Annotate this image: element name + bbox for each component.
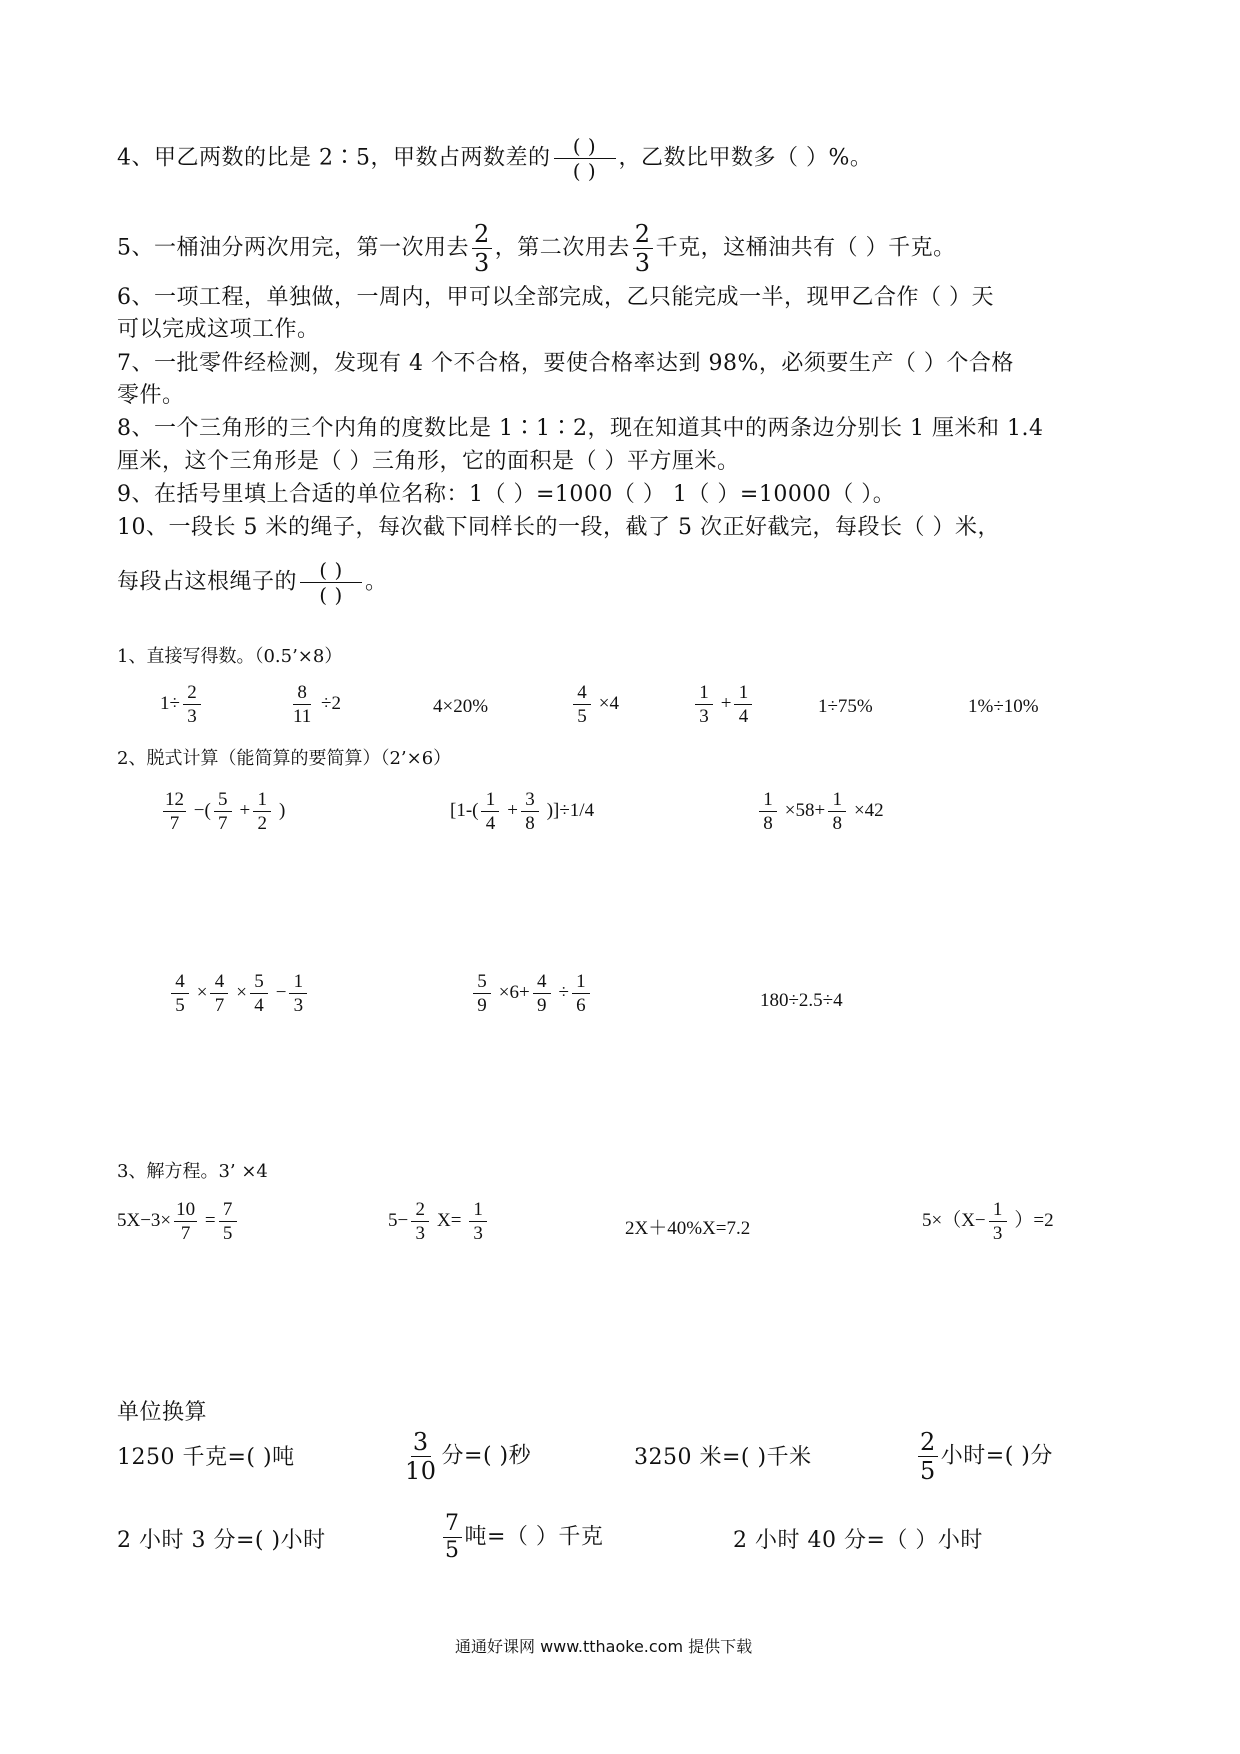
op: −( <box>189 799 211 821</box>
fraction <box>443 1513 462 1562</box>
q10-blank-fraction <box>300 560 362 605</box>
question-6-line-1: 6、一项工程，单独做，一周内，甲可以全部完成，乙只能完成一半，现甲乙合作（ ）天 <box>117 285 994 310</box>
units-row2-b <box>440 1513 603 1562</box>
s1-item-2 <box>288 683 341 726</box>
q5-text-1: 5、一桶油分两次用完，第一次用去 <box>117 235 469 261</box>
q10-text-before: 每段占这根绳子的 <box>117 569 298 595</box>
op: 5− <box>388 1209 409 1231</box>
frac-numerator: 1 <box>759 790 777 812</box>
frac-numerator: 4 <box>210 972 228 994</box>
fraction <box>411 1200 429 1243</box>
op: = <box>200 1209 216 1231</box>
frac-denominator: 11 <box>293 706 312 727</box>
frac-numerator: 4 <box>573 683 591 705</box>
frac-denominator: 9 <box>536 995 547 1016</box>
frac-denominator: 5 <box>920 1457 936 1485</box>
frac-numerator: 5 <box>214 790 232 812</box>
s2-expr-1 <box>160 790 285 833</box>
units-row1-d-text: 小时=( )分 <box>940 1443 1053 1469</box>
op: ×42 <box>849 799 884 821</box>
s3-equation-1 <box>117 1200 240 1243</box>
frac-numerator: 2 <box>474 220 490 248</box>
frac-numerator: 1 <box>469 1200 487 1222</box>
frac-denominator: 8 <box>525 813 535 834</box>
frac-denominator: 8 <box>832 813 842 834</box>
fraction <box>759 790 777 833</box>
frac-denominator: 3 <box>293 995 304 1016</box>
fraction <box>734 683 752 726</box>
frac-numerator: 1 <box>695 683 713 705</box>
frac-denominator: 10 <box>405 1457 437 1485</box>
fraction <box>469 1200 487 1243</box>
fraction <box>174 1200 197 1243</box>
s1-item-1 <box>160 683 204 726</box>
s1-item-4 <box>570 683 619 726</box>
frac-denominator: 8 <box>763 813 773 834</box>
op: ÷ <box>553 981 569 1003</box>
s1-item-1-pre: 1÷ <box>160 692 180 714</box>
frac-numerator: 4 <box>171 972 189 994</box>
units-title: 单位换算 <box>117 1400 208 1425</box>
s1-item-5 <box>692 683 755 726</box>
op: [1-( <box>450 799 479 821</box>
fraction <box>918 1430 938 1483</box>
frac-denominator: 5 <box>445 1538 460 1563</box>
units-row2-c: 2 小时 40 分=（ ）小时 <box>733 1528 983 1553</box>
frac-numerator: 1 <box>572 972 590 994</box>
frac-numerator: 1 <box>989 1200 1007 1222</box>
fraction <box>403 1430 439 1483</box>
frac-denominator: 3 <box>634 249 651 277</box>
frac-numerator: 2 <box>183 683 201 705</box>
s3-equation-3: 2X＋40%X=7.2 <box>625 1218 751 1239</box>
question-8-line-2: 厘米，这个三角形是（ ）三角形，它的面积是（ ）平方厘米。 <box>117 449 740 474</box>
fraction <box>219 1200 237 1243</box>
frac-denominator: 3 <box>473 1223 483 1244</box>
op: − <box>270 981 287 1003</box>
fraction <box>253 790 271 833</box>
s2-expr-5 <box>470 972 593 1015</box>
frac-numerator: 1 <box>481 790 499 812</box>
frac-denominator: 3 <box>992 1223 1003 1244</box>
frac-numerator: 3 <box>521 790 539 812</box>
fraction <box>573 683 591 726</box>
question-7-line-2: 零件。 <box>117 383 185 408</box>
q4-blank-fraction <box>554 136 616 181</box>
section-2-title: 2、脱式计算（能简算的要简算）（2’×6） <box>117 748 452 769</box>
frac-numerator: 3 <box>412 1428 429 1456</box>
op: + <box>234 799 251 821</box>
q10-text-after: 。 <box>365 569 388 595</box>
frac-numerator: 5 <box>250 972 268 994</box>
fraction <box>210 972 228 1015</box>
s1-item-4-post: ×4 <box>594 692 619 714</box>
question-4 <box>117 136 872 181</box>
frac-numerator: 4 <box>533 972 551 994</box>
fraction <box>214 790 232 833</box>
units-row1-a: 1250 千克=( )吨 <box>117 1445 295 1470</box>
fraction <box>289 972 307 1015</box>
units-row2-b-text: 吨=（ ）千克 <box>464 1524 604 1550</box>
frac-denominator: 4 <box>738 706 749 727</box>
op: + <box>502 799 518 821</box>
fraction <box>250 972 268 1015</box>
frac-denominator: 3 <box>187 706 197 727</box>
s2-expr-6: 180÷2.5÷4 <box>760 990 843 1011</box>
frac-denominator: 3 <box>474 249 490 277</box>
frac-numerator: 7 <box>219 1200 237 1222</box>
frac-denominator: 7 <box>169 813 180 834</box>
s3-equation-2 <box>388 1200 490 1243</box>
section-3-title: 3、解方程。3’ ×4 <box>117 1161 268 1182</box>
question-10-line-1: 10、一段长 5 米的绳子，每次截下同样长的一段，截了 5 次正好截完，每段长（ ）米， <box>117 515 1000 540</box>
fraction <box>473 972 491 1015</box>
question-6-line-2: 可以完成这项工作。 <box>117 317 320 342</box>
op: ×58+ <box>780 799 826 821</box>
frac-denominator: 4 <box>485 813 496 834</box>
frac-numerator: 1 <box>289 972 307 994</box>
frac-numerator: 8 <box>293 683 311 705</box>
fraction <box>695 683 713 726</box>
question-9: 9、在括号里填上合适的单位名称：1（ ）=1000（ ） 1（ ）=10000（ ）。 <box>117 482 896 507</box>
q5-text-2: ，第二次用去 <box>494 235 630 261</box>
fraction <box>481 790 499 833</box>
op: 5×（X− <box>922 1209 986 1231</box>
section-1-title: 1、直接写得数。（0.5’×8） <box>117 646 343 667</box>
frac-denominator: 3 <box>699 706 709 727</box>
frac-denominator: 5 <box>222 1223 233 1244</box>
frac-numerator: 2 <box>920 1428 936 1456</box>
q4-text-before: 4、甲乙两数的比是 2∶5，甲数占两数差的 <box>117 145 551 171</box>
question-10-line-2 <box>117 560 388 605</box>
units-row1-c: 3250 米=( )千米 <box>634 1445 812 1470</box>
frac-numerator: 10 <box>176 1199 196 1220</box>
units-row2-a: 2 小时 3 分=( )小时 <box>117 1528 326 1553</box>
op: 5X−3× <box>117 1209 172 1231</box>
units-row1-b <box>400 1430 531 1483</box>
frac-denominator: 5 <box>175 995 185 1016</box>
frac-numerator: 1 <box>253 790 271 812</box>
op: ×6+ <box>494 981 530 1003</box>
op: X= <box>432 1209 467 1231</box>
s1-item-6: 1÷75% <box>818 696 873 717</box>
frac-numerator: 5 <box>473 972 491 994</box>
q5-fraction-2 <box>633 222 653 275</box>
s1-item-7: 1%÷10% <box>968 696 1039 717</box>
op: × <box>192 981 208 1003</box>
fraction <box>183 683 201 726</box>
frac-denominator: 7 <box>180 1223 191 1244</box>
frac-numerator: 2 <box>634 220 651 248</box>
frac-numerator: ( ) <box>554 136 616 159</box>
frac-denominator: 7 <box>218 813 228 834</box>
question-5 <box>117 222 956 275</box>
fraction <box>533 972 551 1015</box>
frac-numerator: 12 <box>165 789 184 810</box>
q4-text-after: ，乙数比甲数多（ ）%。 <box>618 145 873 171</box>
frac-denominator: ( ) <box>572 159 597 183</box>
units-row1-d <box>915 1430 1053 1483</box>
frac-numerator: ( ) <box>300 560 362 583</box>
frac-numerator: 7 <box>445 1511 460 1536</box>
q5-text-3: 千克，这桶油共有（ ）千克。 <box>655 235 956 261</box>
frac-denominator: 7 <box>214 995 225 1016</box>
fraction <box>828 790 846 833</box>
s2-expr-3 <box>756 790 884 833</box>
frac-denominator: 3 <box>415 1223 425 1244</box>
fraction <box>989 1200 1007 1243</box>
q5-fraction-1 <box>472 222 492 275</box>
page-footer: 通通好课网 www.tthaoke.com 提供下载 <box>455 1637 753 1656</box>
op: ）=2 <box>1009 1209 1054 1231</box>
frac-denominator: 6 <box>576 995 586 1016</box>
frac-denominator: ( ) <box>319 583 343 607</box>
fraction <box>572 972 590 1015</box>
question-8-line-1: 8、一个三角形的三个内角的度数比是 1∶1∶2，现在知道其中的两条边分别长 1 厘米和 1.4 <box>117 416 1044 441</box>
frac-denominator: 4 <box>254 995 264 1016</box>
s3-equation-4 <box>922 1200 1054 1243</box>
op: ) <box>274 799 286 821</box>
frac-numerator: 2 <box>411 1200 429 1222</box>
s1-item-5-op: + <box>716 692 732 714</box>
question-7-line-1: 7、一批零件经检测，发现有 4 个不合格，要使合格率达到 98%，必须要生产（ ）个合格 <box>117 351 1014 376</box>
frac-denominator: 9 <box>477 995 487 1016</box>
s2-expr-4 <box>168 972 310 1015</box>
fraction <box>521 790 539 833</box>
s1-item-2-post: ÷2 <box>316 692 341 714</box>
fraction <box>291 683 313 726</box>
frac-numerator: 1 <box>734 683 752 705</box>
fraction <box>163 790 186 833</box>
s2-expr-2 <box>450 790 594 833</box>
op: × <box>231 981 247 1003</box>
frac-denominator: 5 <box>577 706 587 727</box>
units-row1-b-text: 分=( )秒 <box>441 1443 532 1469</box>
s1-item-3: 4×20% <box>433 696 489 717</box>
op: )]÷1/4 <box>541 799 595 821</box>
frac-denominator: 2 <box>257 813 268 834</box>
frac-numerator: 1 <box>828 790 846 812</box>
fraction <box>171 972 189 1015</box>
